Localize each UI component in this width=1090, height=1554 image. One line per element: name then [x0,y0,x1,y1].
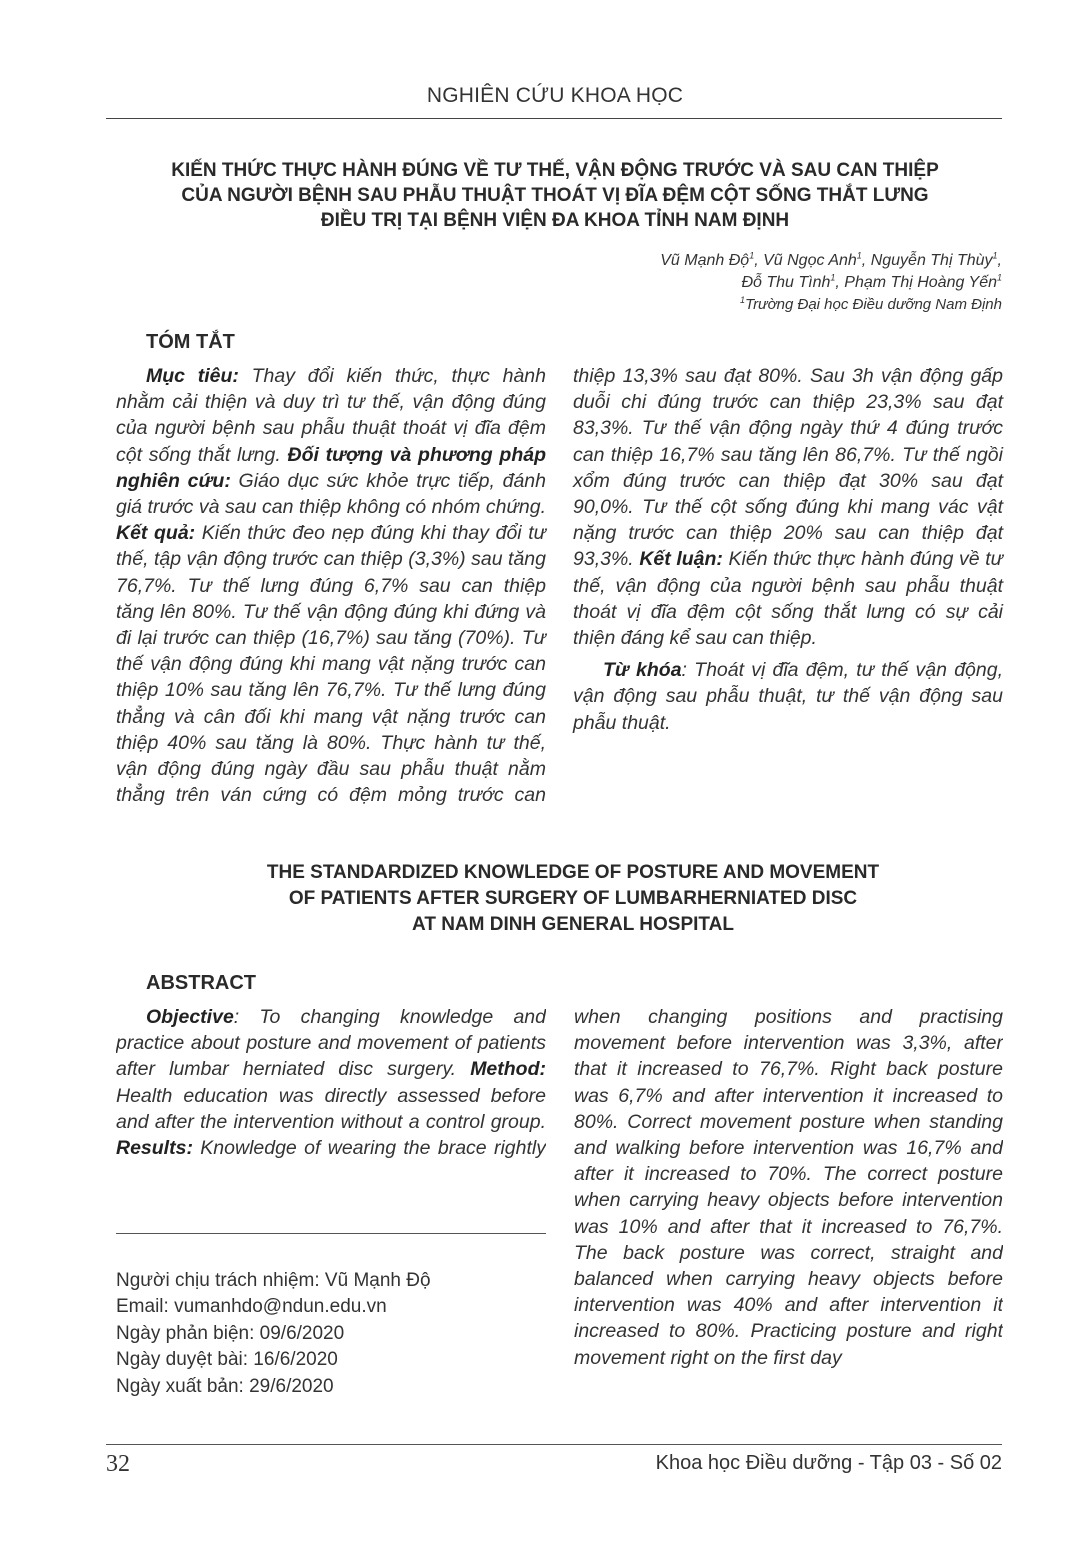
footnote-divider [116,1233,546,1234]
title-vi-line: ĐIỀU TRỊ TẠI BỆNH VIỆN ĐA KHOA TỈNH NAM ĐỊNH [320,210,790,231]
method-label-en: Method: [470,1058,546,1081]
section-label: NGHIÊN CỨU KHOA HỌC [426,84,684,107]
contact-email: Email: vumanhdo@ndun.edu.vn [116,1296,387,1318]
correspondence-block [116,1268,431,1400]
affiliation-marker: 1 [856,250,862,261]
title-vi-line: CỦA NGƯỜI BỆNH SAU PHẪU THUẬT THOÁT VỊ ĐĨA ĐỆM CỘT SỐNG THẮT LƯNG [181,185,929,206]
journal-name: Khoa học Điều dưỡng - Tập 03 - Số 02 [655,1452,1002,1474]
results-label-en: Results: [116,1137,193,1160]
keywords-label: Từ khóa [603,659,682,682]
page-number: 32 [106,1451,130,1477]
approval-date: Ngày duyệt bài: 16/6/2020 [116,1349,338,1371]
affiliation-marker: 1 [740,295,746,305]
author-block [482,250,1002,316]
title-en-line: OF PATIENTS AFTER SURGERY OF LUMBARHERNIATED DISC [288,888,858,909]
author-line-2: Đỗ Thu Tình$^1$, Phạm Thị Hoàng Yến$^1$ [741,272,1002,291]
author-name: Nguyễn Thị Thùy [870,252,993,269]
author-name: Phạm Thị Hoàng Yến [844,274,997,291]
affiliation-marker: 1 [992,250,998,261]
header-divider [106,118,1002,119]
abstract-vi-paragraph: Mục tiêu: Thay đổi kiến thức, thực hành nhằm cải thiện và duy trì tư thế, vận động đúng của người bệnh sau phẫu thuật thoát vị đĩa đệm cột sống thắt lưng. Đối tượng và phương pháp nghiên cứu: Giáo dục sức khỏe trực tiếp, đánh giá trước và sau can thiệp không có nhóm chứng. Kết quả: Kiến thức đeo nẹp đúng khi thay đổi tư thế, tập vận động trước can thiệp (3,3%) sau tăng 76,7%. Tư thế lưng đúng 6,7% sau can thiệp tăng lên 80%. Tư thế vận động đúng khi đứng và đi lại trước can thiệp (16,7%) sau tăng (70%). Tư thế vận động đúng khi mang vật nặng trước can thiệp 10% sau tăng lên 76,7%. Tư thế lưng đúng thẳng và cân đối khi mang vật nặng trước can thiệp 40% sau tăng là 80%. Thực hành tư thế, vận động đúng ngày đầu sau phẫu thuật nằm thẳng trên ván cứng có đệm mỏng trước can thiệp 13,3% sau đạt 80%. Sau 3h vận động gấp duỗi chi đúng trước can thiệp 23,3% sau đạt 83,3%. Tư thế vận động ngày thứ 4 đúng trước can thiệp 16,7% sau tăng lên 86,7%. Tư thế ngồi xổm đúng trước can thiệp đạt 30% sau đạt 90,0%. Tư thế cột sống đúng khi mang vác vật nặng trước can thiệp 20% sau can thiệp đạt 93,3%. Kết luận: Kiến thức thực hành đúng về tư thế, vận động của người bệnh sau phẫu thuật thoát vị đĩa đệm cột sống thắt lưng có sự cải thiện đáng kể sau can thiệp. [116,365,1004,807]
abstract-vi-heading: TÓM TẮT [146,331,235,353]
keywords-vi: Từ khóa: Thoát vị đĩa đệm, tư thế vận động, vận động sau phẫu thuật, tư thế vận động sau phẫu thuật. [573,659,1003,734]
affiliation-marker: 1 [830,272,836,283]
article-title-vi [108,158,1002,233]
author-name: Đỗ Thu Tình [741,274,831,291]
conclusion-label: Kết luận: [639,548,723,571]
title-vi-line: KIẾN THỨC THỰC HÀNH ĐÚNG VỀ TƯ THẾ, VẬN ĐỘNG TRƯỚC VÀ SAU CAN THIỆP [171,160,939,181]
responsible-author: Người chịu trách nhiệm: Vũ Mạnh Độ [116,1270,431,1291]
abstract-vi-body [116,363,1003,823]
abstract-en-body [116,1004,546,1163]
abstract-en-paragraph: Objective: To changing knowledge and practice about posture and movement of patients after lumbar herniated disc surgery. Method: Health education was directly assessed before and after the intervention without a control group. Results: Knowledge of wearing the brace rightly [116,1006,546,1160]
objective-label: Mục tiêu: [146,365,239,387]
title-en-line: AT NAM DINH GENERAL HOSPITAL [412,914,734,935]
footer-divider [106,1444,1002,1445]
abstract-en-body-right: when changing positions and practising movement before intervention was 3,3%, after that it increased to 76,7%. Right back posture was 6,7% and after intervention it increased to 80%. Correct movement posture when standing and walking before intervention was 16,7% and after it increased to 70%. The correct posture when carrying heavy objects before intervention was 10% and after that it increased to 76,7%. The back posture was correct, straight and balanced when carrying heavy objects before intervention was 40% and after intervention it increased to 80%. Practicing posture and right movement right on the first day [574,1006,1003,1369]
results-label: Kết quả: [116,522,196,545]
method-label: Đối tượng và phương pháp nghiên cứu: [116,443,547,492]
objective-label-en: Objective [146,1006,234,1028]
affiliation-line [482,294,1002,316]
title-en-line: THE STANDARDIZED KNOWLEDGE OF POSTURE AND MOVEMENT [266,862,880,883]
affiliation: Trường Đại học Điều dưỡng Nam Định [745,296,1002,313]
author-name: Vũ Mạnh Độ [660,252,750,269]
affiliation-marker: 1 [996,272,1002,283]
review-date: Ngày phản biện: 09/6/2020 [116,1322,345,1344]
publish-date: Ngày xuất bản: 29/6/2020 [116,1375,334,1397]
affiliation-marker: 1 [749,250,755,261]
author-line-1: Vũ Mạnh Độ$^1$, Vũ Ngọc Anh$^1$, Nguyễn Thị Thùy$^1$, [660,250,1002,269]
author-name: Vũ Ngọc Anh [763,252,857,269]
abstract-en-heading: ABSTRACT [146,972,256,994]
article-title-en [108,860,1038,938]
